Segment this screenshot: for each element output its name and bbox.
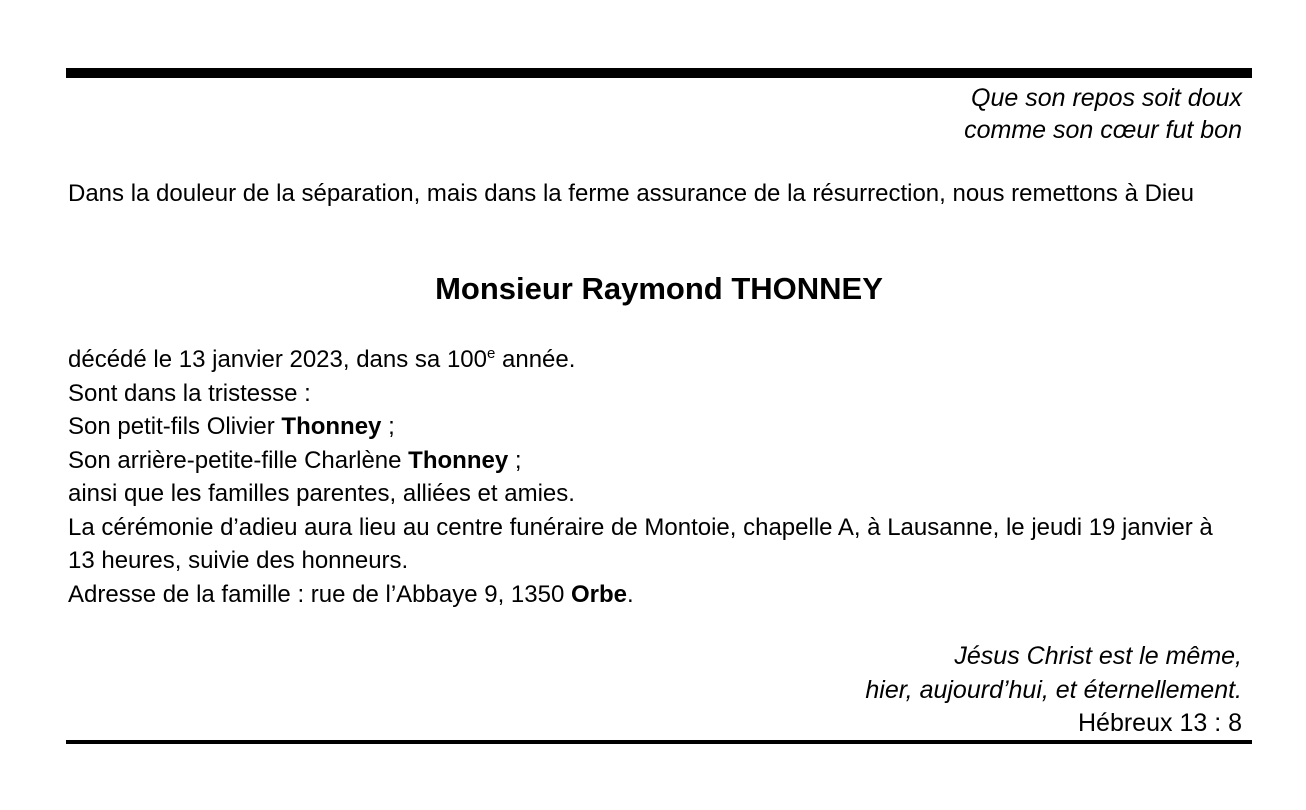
body-line [68,410,1218,444]
body-line [68,578,1218,612]
body-segment: Orbe [570,580,627,608]
body-line [68,477,1218,511]
body-segment: ; [381,413,395,440]
top-rule [66,68,1252,78]
body-line [68,444,1218,478]
announcement-body [68,343,1218,611]
body-segment: Sont dans la tristesse : [68,379,311,407]
body-segment: . [626,580,634,608]
bottom-rule [66,740,1252,744]
epigraph-line: Que son repos soit doux [971,84,1242,112]
body-segment: Son petit-fils Olivier [68,413,282,440]
intro-paragraph: Dans la douleur de la séparation, mais dans la ferme assurance de la résurrection, nous remettons à Dieu [68,180,1194,207]
deceased-name-title: Monsieur Raymond THONNEY [435,271,883,306]
epigraph [66,82,1242,146]
closing-quote [66,640,1242,741]
body-line [68,377,1218,411]
body-segment: année. [495,346,576,373]
epigraph-line: comme son cœur fut bon [964,116,1242,144]
body-line [68,511,1218,578]
body-segment: Adresse de la famille : rue de l’Abbaye 9, 1350 [68,580,571,608]
body-segment: Thonney [281,413,382,440]
quote-line: hier, aujourd’hui, et éternellement. [865,675,1242,704]
body-segment: ; [508,446,522,474]
body-segment: décédé le 13 janvier 2023, dans sa 100 [68,346,487,373]
body-segment: Thonney [408,446,509,474]
body-segment: ainsi que les familles parentes, alliées et amies. [68,480,575,507]
quote-reference: Hébreux 13 : 8 [1078,709,1242,737]
quote-line: Jésus Christ est le même, [954,642,1242,670]
body-line [68,343,1218,377]
body-segment: La cérémonie d’adieu aura lieu au centre funéraire de Montoie, chapelle A, à Lausanne, le jeudi 19 janvier à 13 heures, suivie des honneurs. [68,513,1213,574]
body-segment: e [486,345,496,362]
body-segment: Son arrière-petite-fille Charlène [68,446,409,474]
